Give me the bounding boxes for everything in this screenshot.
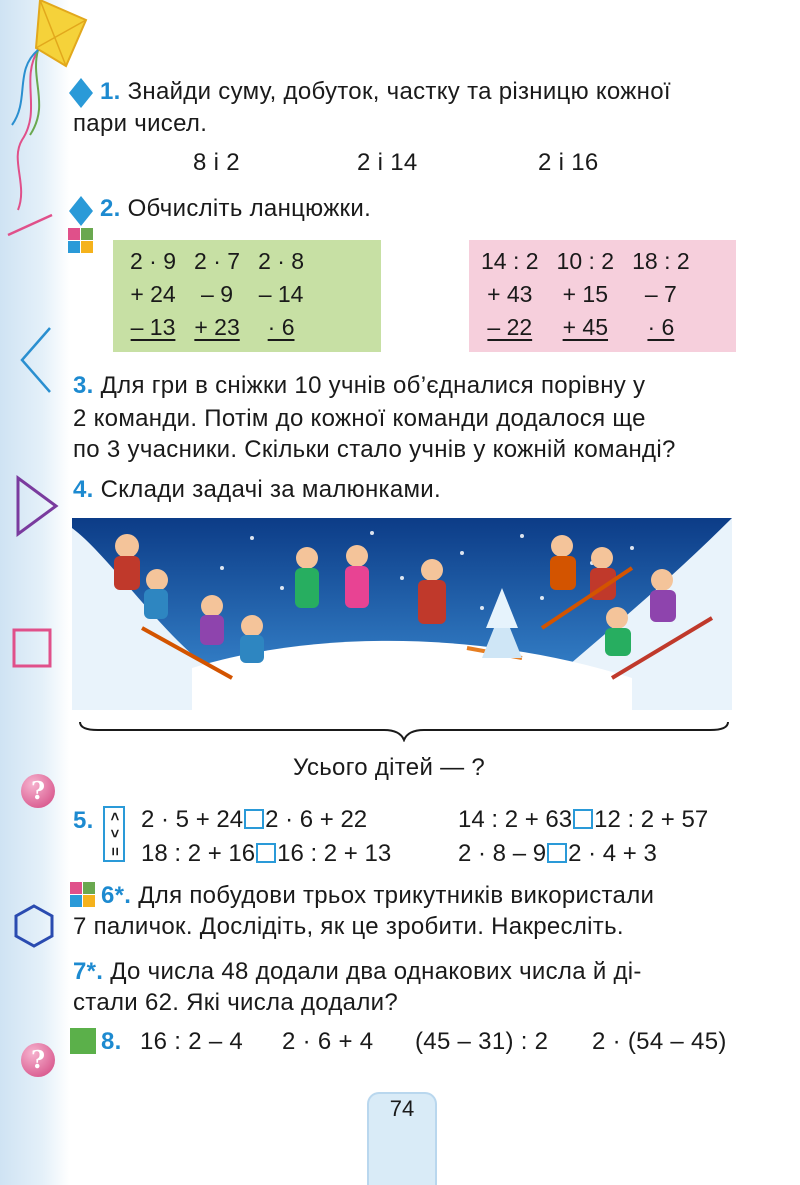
task6-line1: 6*. Для побудови трьох трикутників використали [101, 882, 655, 909]
task4-number: 4. [73, 476, 94, 503]
task8-number: 8. [101, 1028, 122, 1055]
pair: 8 і 2 [193, 149, 240, 176]
task6-number: 6*. [101, 882, 132, 909]
comparison-item: 2 · 8 – 9 2 · 4 + 3 [458, 840, 657, 867]
question-icon: ? [21, 1043, 55, 1077]
task6-line2: 7 паличок. Дослідіть, як це зробити. Накресліть. [73, 913, 624, 940]
task8-expr: 2 · (54 – 45) [592, 1028, 727, 1055]
color-squares-icon [68, 228, 94, 254]
task1-number: 1. [100, 78, 121, 105]
line-shape [8, 215, 52, 235]
comparison-symbols: < > = [103, 806, 125, 862]
task3-line2: 2 команди. Потім до кожної команди додалося ще [73, 405, 646, 432]
task3-number: 3. [73, 372, 94, 399]
task7-line2: стали 62. Які числа додали? [73, 989, 398, 1016]
square-shape [14, 630, 50, 666]
question-icon: ? [21, 774, 55, 808]
task3-line1: 3. Для гри в сніжки 10 учнів об’єдналися порівну у [73, 372, 646, 399]
angle-shape [22, 328, 50, 392]
task2-title: 2. Обчисліть ланцюжки. [100, 195, 372, 222]
task8-expr: (45 – 31) : 2 [415, 1028, 549, 1055]
green-square-icon [70, 1028, 96, 1054]
answer-box[interactable] [256, 843, 276, 863]
task8-expr: 2 · 6 + 4 [282, 1028, 374, 1055]
answer-box[interactable] [573, 809, 593, 829]
color-squares-icon [70, 882, 96, 908]
task1-line2: пари чисел. [73, 110, 208, 137]
answer-box[interactable] [244, 809, 264, 829]
diamond-icon [68, 78, 94, 108]
brace-caption: Усього дітей — ? [293, 754, 486, 781]
task3-line3: по 3 учасники. Скільки стало учнів у кожній команді? [73, 436, 676, 463]
task5-number: 5. [73, 807, 94, 834]
task1-line1: 1. Знайди суму, добуток, частку та різницю кожної [100, 78, 671, 105]
task8-expr: 16 : 2 – 4 [140, 1028, 244, 1055]
pair: 2 і 16 [538, 149, 599, 176]
chain-box-left: 2 · 9 2 · 7 2 · 8 + 24 – 9 – 14 – 13 + 23 · 6 [113, 240, 381, 352]
task2-number: 2. [100, 195, 121, 222]
hexagon-shape [16, 906, 52, 946]
task7-line1: 7*. До числа 48 додали два однакових числа й ді- [73, 958, 642, 985]
answer-box[interactable] [547, 843, 567, 863]
triangle-shape [18, 478, 56, 534]
pair: 2 і 14 [357, 149, 418, 176]
brace [78, 720, 730, 742]
chain-box-right: 14 : 2 10 : 2 18 : 2 + 43 + 15 – 7 – 22 + 45 · 6 [469, 240, 736, 352]
comparison-item: 2 · 5 + 24 2 · 6 + 22 [141, 806, 368, 833]
diamond-icon [68, 196, 94, 226]
winter-illustration [72, 518, 732, 710]
comparison-item: 18 : 2 + 16 16 : 2 + 13 [141, 840, 392, 867]
page-number: 74 [389, 1096, 415, 1121]
comparison-item: 14 : 2 + 63 12 : 2 + 57 [458, 806, 709, 833]
task4-title: 4. Склади задачі за малюнками. [73, 476, 441, 503]
task7-number: 7*. [73, 958, 104, 985]
